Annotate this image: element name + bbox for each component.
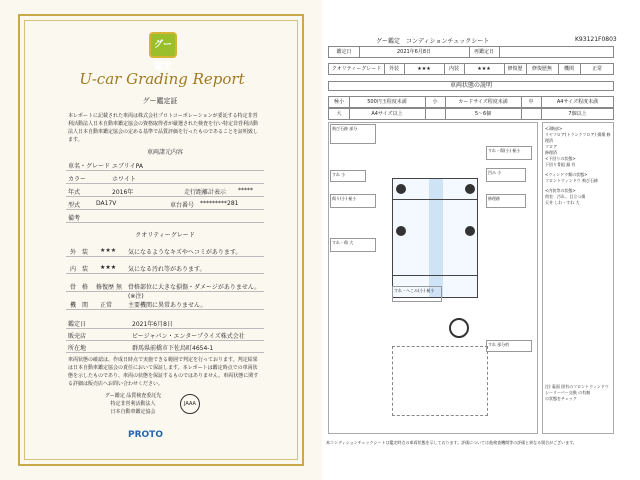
date-grid-row: [328, 46, 614, 58]
size-label: 大: [329, 109, 350, 119]
sheet-id: K93121F0803: [575, 36, 617, 43]
quality-label: 機 関: [70, 302, 89, 309]
condition-title: 車両状態の説明: [328, 81, 614, 91]
quality-rate: 正常: [100, 302, 113, 309]
engine-value: 正常: [591, 66, 602, 72]
damage-label: すれ 部分的: [486, 340, 532, 352]
info-label: 型式: [68, 202, 81, 209]
int-label: 内装: [444, 64, 465, 74]
size-row: [328, 108, 614, 120]
quality-desc: 気になるようなキズやヘコミがあります。: [128, 249, 242, 256]
info-value-2: *********281: [200, 200, 239, 207]
size-label: 極小: [329, 97, 350, 107]
size-value: 7個以上: [568, 111, 587, 117]
wheel: [465, 184, 475, 194]
info-value-2: *****: [238, 187, 253, 194]
damage-label: 傷り(小) 極小: [330, 194, 376, 208]
size-value: A4サイズ以上: [349, 109, 426, 119]
ext-label: 外装: [384, 64, 405, 74]
disclaimer-text: 車両状態の確認は、作成日時点で実施できる範囲で判定を行っております。判定結果は日本自動車鑑定協会の責任において保証します。本レポートは鑑定時点での車両状態を示したものであり、車両の状態を保証するものではありません。車両状態に関する詳細は販売店へお問い合わせください。: [68, 357, 259, 387]
date-label: 販売店: [68, 333, 87, 340]
quality-rate: 修復歴: [96, 284, 115, 291]
info-label: カラー: [68, 176, 87, 183]
note-text: <下回りの状態> 下回り骨組 錆 有: [545, 156, 576, 167]
wheel: [396, 226, 406, 236]
report-title: U-car Grading Report: [79, 70, 245, 88]
damage-label: 修理跡: [486, 194, 526, 208]
wheel: [465, 226, 475, 236]
wheel: [396, 184, 406, 194]
info-value: エブリイPA: [112, 163, 143, 170]
size-value: 500円玉程度未満: [349, 97, 426, 107]
info-value: DA17V: [96, 200, 117, 207]
steering-wheel-icon: [449, 318, 469, 338]
jaaa-logo: JAAA: [180, 394, 200, 414]
quality-stars: ★★★: [100, 264, 117, 271]
association-name: グー鑑定 品質検査委託先 特定非営利活動法人 日本自動車鑑定協会: [104, 393, 162, 415]
int-stars: ★★★: [464, 64, 505, 74]
size-value: 5～6個: [445, 109, 522, 119]
date-label: 所在地: [68, 345, 87, 352]
info-value: 2016年: [112, 189, 134, 196]
quality-label: 外 装: [70, 249, 89, 256]
info-row: [66, 210, 264, 223]
quality-row: [66, 244, 264, 257]
repair-value: 修復歴無: [526, 64, 559, 74]
vehicle-line: [393, 199, 477, 200]
quality-row: [66, 297, 264, 310]
date-label: 鑑定日: [68, 321, 87, 328]
quality-label: クオリティーグレード: [329, 64, 385, 74]
damage-label: すれ・傷(小) 極小: [486, 146, 532, 160]
reinspect-label: 再鑑定日: [469, 47, 500, 57]
footer-text: 本コンディションチェックシートは鑑定時点の車両状態を示しております。評価については他検査機関等の評価と異なる場合がございます。: [326, 440, 577, 445]
damage-label: 飛び石跡 部分: [330, 124, 376, 144]
engine-label: 機関: [558, 64, 581, 74]
info-label-2: 車台番号: [170, 202, 195, 209]
note-text: <3階部> リヤフロア(トランクフロア) 損傷 修理済 フロア 修理済: [545, 126, 611, 155]
quality-desc: 骨格部位に大きな損傷・ダメージがありません。(※注): [128, 284, 261, 300]
size-label: 小: [425, 97, 446, 107]
damage-label: すれ 小: [330, 170, 366, 182]
sheet-title: グー鑑定 コンディションチェックシート: [376, 38, 490, 45]
quality-title: クオリティーグレード: [135, 232, 195, 239]
size-value: カードサイズ程度未満: [445, 97, 522, 107]
date-value: 群馬県前橋市下佐鳥町4654-1: [132, 345, 214, 352]
size-label: [425, 109, 446, 119]
certificate-subtitle: グー鑑定証: [142, 97, 178, 105]
vehicle-line: [393, 275, 477, 276]
date-value: 2021年6月8日: [132, 321, 173, 328]
size-label: [521, 109, 542, 119]
quality-stars: ★★★: [100, 247, 117, 254]
date-row: [66, 340, 264, 353]
ext-stars: ★★★: [404, 64, 445, 74]
info-value: ホワイト: [112, 176, 136, 183]
quality-label: 骨 格: [70, 284, 89, 291]
quality-desc: 気になる汚れ等があります。: [128, 266, 206, 273]
date-value: ビージャパン・エンタープライズ株式会社: [132, 333, 245, 340]
size-value: A4サイズ程度未満: [556, 99, 599, 105]
info-label-2: 走行距離計表示: [184, 189, 227, 196]
size-label: 中: [521, 97, 542, 107]
note-text: <ウィンドウ類の状態> フロントウィンドウ 飛び石跡: [545, 172, 599, 183]
info-row: [66, 158, 264, 171]
quality-row: [66, 279, 264, 300]
info-row: [66, 184, 264, 197]
quality-label: 内 装: [70, 266, 89, 273]
repair-label: 修復歴: [504, 64, 527, 74]
info-row: [66, 171, 264, 184]
info-label: 年式: [68, 189, 81, 196]
vehicle-roof-strip: [429, 179, 443, 297]
damage-label: 凹み 小: [486, 168, 526, 182]
vehicle-top-view: [392, 178, 478, 298]
date-value: 2021年6月8日: [359, 47, 470, 57]
info-label: 車名・グレード: [68, 163, 111, 170]
comment-text: 注) 裏面 固有のフロントウィンドウ シーリーバー交換 の有無 の状態をチェック: [545, 384, 609, 401]
intro-text: 本レポートに記載された車両は株式会社プロトコーポレーションが委託する特定非営利活動法人日本自動車鑑定協会の資格取得者が厳選された検査を行い特定非営利活動法人日本自動車鑑定協会の定める基準で品質評価を行ったものであることを証明致します。: [68, 113, 259, 143]
goo-logo: グー鑑定: [149, 32, 177, 58]
basic-info-title: 車両諸元内容: [146, 149, 183, 156]
quality-desc: 主要機関に異常ありません。: [128, 302, 207, 309]
date-label: 鑑定日: [329, 47, 360, 57]
info-label: 備考: [68, 215, 81, 222]
note-text: <内装等の状態> 荷室：汚れ、目立つ傷 天井 しわ・すれ 大: [545, 188, 586, 205]
damage-label: すれ・へこみ(小) 極小: [392, 286, 442, 302]
vehicle-interior-view: [392, 346, 488, 416]
quality-grid-row: [328, 63, 614, 75]
quality-rate-value: 無: [116, 284, 123, 291]
proto-logo: PROTO: [128, 430, 163, 440]
damage-label: すれ・傷 大: [330, 238, 376, 252]
quality-row: [66, 261, 264, 274]
info-row: [66, 197, 264, 210]
size-row: [328, 96, 614, 108]
